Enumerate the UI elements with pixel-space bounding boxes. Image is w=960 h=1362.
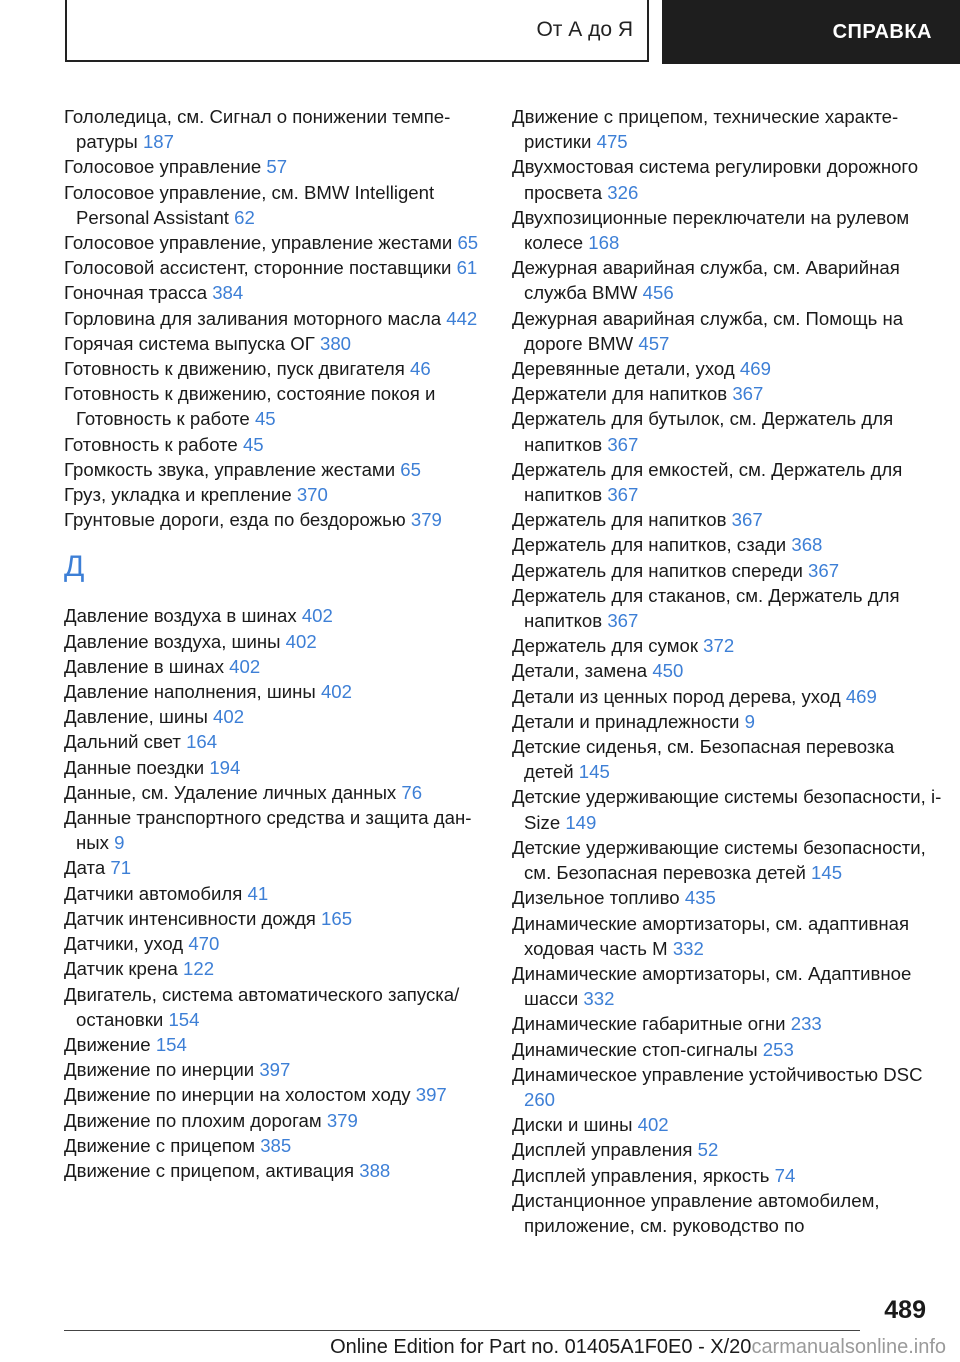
index-entry-text: Динамические габаритные огни — [512, 1013, 786, 1035]
index-entry-text: Двухпозиционные переключатели на рулевом колесе — [512, 206, 910, 254]
index-entry-text: Детали из ценных пород дерева, уход — [512, 685, 841, 707]
index-entry-text: Гоночная трасса — [64, 282, 208, 304]
index-entry-text: Держатель для бутылок, см. Держатель для напитков — [512, 408, 894, 455]
page-link[interactable]: 379 — [410, 509, 442, 531]
page-link[interactable]: 397 — [415, 1084, 447, 1106]
index-entry — [512, 1037, 942, 1062]
page-link[interactable]: 62 — [234, 206, 255, 228]
index-entry — [64, 1133, 484, 1158]
index-entry-text: Диски и шины — [512, 1114, 633, 1136]
index-entry — [512, 381, 942, 406]
index-entry-text: Голосовой ассистент, сторонние поставщики — [64, 257, 452, 279]
index-entry — [512, 154, 942, 204]
page-link[interactable]: 45 — [254, 408, 276, 430]
index-entry-text: Держатель для стаканов, см. Держатель для напитков — [512, 584, 900, 632]
index-entry-text: Готовность к движению, состояние покоя и Готовность к работе — [64, 383, 436, 430]
page-link[interactable]: 367 — [731, 509, 763, 531]
page-link[interactable]: 164 — [186, 731, 218, 753]
index-entry — [512, 911, 942, 961]
page-link[interactable]: 57 — [266, 156, 288, 178]
index-entry — [64, 331, 484, 356]
index-entry — [64, 230, 484, 255]
index-entry — [512, 104, 942, 154]
index-entry-text: Деревянные детали, уход — [512, 358, 735, 380]
index-entry-text: Гололедица, см. Сигнал о понижении температуры — [64, 106, 451, 153]
footer-edition — [0, 1336, 960, 1359]
index-entry — [64, 982, 484, 1032]
page-link[interactable]: 450 — [652, 660, 684, 682]
index-entry-text: Детские сиденья, см. Безопасная перевозка детей — [512, 736, 895, 783]
index-entry — [512, 507, 942, 532]
page-number: 489 — [884, 1296, 926, 1324]
page-link[interactable]: 402 — [213, 706, 245, 728]
index-entry-text: Двигатель, система автоматического запуска/остановки — [64, 983, 460, 1030]
index-entry-text: Датчики, уход — [64, 933, 184, 955]
index-entry — [512, 709, 942, 734]
index-entry-text: Движение с прицепом, технические характеристики — [512, 106, 899, 153]
page-link[interactable]: 260 — [524, 1088, 556, 1110]
index-entry — [64, 881, 484, 906]
tab-a-to-z[interactable] — [65, 0, 649, 62]
index-entry — [64, 603, 484, 628]
page-link[interactable]: 71 — [110, 857, 132, 879]
index-entry — [512, 658, 942, 683]
page-link[interactable]: 332 — [583, 988, 615, 1010]
page-link[interactable]: 46 — [409, 358, 431, 380]
page-link[interactable]: 379 — [326, 1109, 358, 1131]
index-entry-text: Дистанционное управление автомобилем, приложение, см. руководство по — [512, 1189, 880, 1236]
page-link[interactable]: 76 — [401, 781, 423, 803]
index-entry-text: Движение — [64, 1033, 151, 1055]
page-link[interactable]: 145 — [578, 761, 610, 783]
index-entry-text: Горячая система выпуска ОГ — [64, 332, 315, 354]
index-entry-text: Давление воздуха, шины — [64, 630, 281, 652]
index-entry — [64, 855, 484, 880]
index-entry-text: Давление в шинах — [64, 655, 224, 677]
index-entry — [64, 104, 484, 154]
index-entry-text: Детали и принадлежности — [512, 710, 740, 732]
page-link[interactable]: 45 — [242, 433, 264, 455]
page-link[interactable]: 442 — [446, 307, 478, 329]
index-entry — [64, 654, 484, 679]
page-link[interactable]: 456 — [642, 282, 674, 304]
index-entry — [512, 356, 942, 381]
footer-divider — [64, 1330, 860, 1331]
index-entry — [64, 629, 484, 654]
index-entry-text: Динамические амортизаторы, см. Адаптивное шасси — [512, 962, 912, 1010]
index-entry — [512, 784, 942, 834]
page-link[interactable]: 9 — [744, 710, 755, 732]
page-link[interactable]: 168 — [588, 232, 620, 254]
index-entry-text: Держатель для напитков — [512, 509, 727, 531]
tab-reference[interactable] — [662, 0, 960, 64]
index-entry-text: Готовность к движению, пуск двигателя — [64, 358, 405, 380]
page-link[interactable]: 469 — [845, 685, 877, 707]
index-entry — [512, 583, 942, 633]
page-link[interactable]: 367 — [607, 433, 639, 455]
index-entry-text: Детские удерживающие системы безопасности, см. Безопасная перевозка детей — [512, 836, 926, 884]
index-entry-text: Готовность к работе — [64, 433, 238, 455]
index-entry-text: Голосовое управление, управление жестами — [64, 232, 453, 254]
index-entry-text: Динамическое управление устойчивостью DSC — [512, 1063, 923, 1085]
page-link[interactable]: 332 — [672, 937, 704, 959]
index-entry — [64, 381, 484, 431]
index-entry — [64, 704, 484, 729]
index-entry — [64, 1082, 484, 1107]
index-entry — [512, 1011, 942, 1036]
index-entry — [64, 679, 484, 704]
index-entry-text: Детские удерживающие системы безопасности, i-Size — [512, 786, 942, 833]
tab-reference-label: СПРАВКА — [832, 20, 932, 43]
index-entry-text: Давление воздуха в шинах — [64, 605, 297, 627]
index-entry — [64, 1158, 484, 1183]
index-entry-text: Движение по плохим дорогам — [64, 1109, 322, 1131]
index-entry — [64, 457, 484, 482]
index-entry — [64, 906, 484, 931]
page-link[interactable]: 384 — [212, 282, 244, 304]
page-link[interactable]: 326 — [607, 181, 639, 203]
index-entry — [64, 1057, 484, 1082]
index-entry — [512, 532, 942, 557]
index-entry-text: Датчик крена — [64, 958, 178, 980]
index-entry-text: Держатель для сумок — [512, 635, 698, 657]
index-entry-text: Грунтовые дороги, езда по бездорожью — [64, 509, 406, 531]
index-entry — [64, 180, 484, 230]
index-entry — [512, 734, 942, 784]
page-link[interactable]: 367 — [607, 484, 639, 506]
page-link[interactable]: 145 — [811, 862, 843, 884]
index-entry — [512, 684, 942, 709]
index-entry — [512, 633, 942, 658]
index-entry-text: Двухмостовая система регулировки дорожного просвета — [512, 156, 919, 203]
index-entry — [64, 956, 484, 981]
index-entry-text: Держатель для напитков спереди — [512, 559, 803, 581]
index-entry — [64, 255, 484, 280]
page-link[interactable]: 253 — [762, 1038, 794, 1060]
index-entry — [64, 755, 484, 780]
page-link[interactable]: 457 — [638, 332, 670, 354]
page-link[interactable]: 388 — [359, 1159, 391, 1181]
index-entry — [512, 306, 942, 356]
index-entry — [512, 205, 942, 255]
index-group-g — [64, 104, 484, 532]
page-link[interactable]: 435 — [684, 887, 716, 909]
tab-a-to-z-label: От А до Я — [536, 18, 633, 41]
page-link[interactable]: 402 — [301, 605, 333, 627]
index-entry — [512, 558, 942, 583]
page-link[interactable]: 65 — [457, 232, 479, 254]
index-entry — [512, 1188, 942, 1238]
index-entry-text: Данные, см. Удаление личных данных — [64, 781, 397, 803]
page-link[interactable]: 402 — [229, 655, 261, 677]
watermark-text: carmanualsonline.info — [751, 1336, 946, 1358]
page-link[interactable]: 385 — [260, 1134, 292, 1156]
page-link[interactable]: 367 — [808, 559, 840, 581]
index-entry-text: Движение по инерции на холостом ходу — [64, 1084, 411, 1106]
index-entry — [64, 280, 484, 305]
page-link[interactable]: 402 — [320, 681, 352, 703]
index-entry — [64, 356, 484, 381]
index-entry — [64, 931, 484, 956]
index-entry-text: Движение с прицепом, активация — [64, 1159, 355, 1181]
page-link[interactable]: 380 — [320, 332, 352, 354]
index-entry-text: Груз, укладка и крепление — [64, 484, 292, 506]
index-entry — [64, 154, 484, 179]
page-link[interactable]: 65 — [400, 458, 421, 480]
page-link[interactable]: 165 — [321, 907, 353, 929]
index-entry — [512, 1112, 942, 1137]
index-entry-text: Дата — [64, 857, 106, 879]
index-entry — [64, 780, 484, 805]
page-link[interactable]: 367 — [607, 610, 639, 632]
page-link[interactable]: 154 — [168, 1008, 200, 1030]
page-link[interactable]: 372 — [703, 635, 735, 657]
index-entry-text: Давление, шины — [64, 706, 208, 728]
page-header — [0, 0, 960, 66]
index-entry-text: Держатели для напитков — [512, 383, 728, 405]
index-entry — [512, 255, 942, 305]
index-entry — [64, 1032, 484, 1057]
page-link[interactable]: 154 — [155, 1033, 187, 1055]
index-entry — [64, 482, 484, 507]
page-link[interactable]: 74 — [774, 1164, 796, 1186]
page-link[interactable]: 402 — [637, 1114, 669, 1136]
index-entry-text: Дисплей управления, яркость — [512, 1164, 770, 1186]
page-link[interactable]: 402 — [285, 630, 317, 652]
page-link[interactable]: 368 — [791, 534, 823, 556]
index-entry-text: Динамические стоп-сигналы — [512, 1038, 758, 1060]
page-link[interactable]: 397 — [259, 1059, 291, 1081]
page-link[interactable]: 370 — [296, 484, 328, 506]
index-entry — [64, 1108, 484, 1133]
index-entry-text: Держатель для напитков, сзади — [512, 534, 787, 556]
index-entry-text: Детали, замена — [512, 660, 648, 682]
page-link[interactable]: 61 — [456, 257, 478, 279]
page-link[interactable]: 52 — [697, 1139, 719, 1161]
index-entry — [64, 729, 484, 754]
index-entry — [64, 432, 484, 457]
index-entry-text: Динамические амортизаторы, см. адаптивная ходовая часть M — [512, 912, 910, 959]
index-entry-text: Громкость звука, управление жестами — [64, 458, 396, 480]
index-entry-text: Дежурная аварийная служба, см. Помощь на дороге BMW — [512, 307, 904, 354]
page-link[interactable]: 194 — [209, 756, 241, 778]
section-letter: Д — [64, 550, 85, 584]
index-entry-text: Горловина для заливания моторного масла — [64, 307, 442, 329]
page-link[interactable]: 187 — [142, 131, 174, 153]
index-entry-text: Дежурная аварийная служба, см. Аварийная служба BMW — [512, 257, 900, 304]
edition-text: Online Edition for Part no. 01405A1F0E0 - X/20 — [330, 1336, 752, 1358]
page-link[interactable]: 475 — [596, 131, 628, 153]
page-link[interactable]: 41 — [247, 882, 269, 904]
index-group-d — [64, 603, 484, 1183]
index-entry — [64, 507, 484, 532]
index-entry — [512, 1163, 942, 1188]
index-entry — [64, 306, 484, 331]
page-link[interactable]: 469 — [739, 358, 771, 380]
page-link[interactable]: 367 — [732, 383, 764, 405]
page-link[interactable]: 9 — [114, 832, 125, 854]
index-entry — [512, 1137, 942, 1162]
index-entry-text: Дальний свет — [64, 731, 181, 753]
index-entry — [512, 835, 942, 885]
index-entry — [512, 1062, 942, 1112]
index-entry — [64, 805, 484, 855]
index-entry-text: Движение по инерции — [64, 1059, 255, 1081]
index-entry — [512, 961, 942, 1011]
index-entry-text: Держатель для емкостей, см. Держатель для напитков — [512, 458, 903, 506]
index-entry-text: Данные транспортного средства и защита данных — [64, 807, 472, 854]
page-link[interactable]: 233 — [790, 1013, 822, 1035]
index-entry-text: Голосовое управление, см. BMW Intelligent Personal Assistant — [64, 181, 435, 228]
index-entry-text: Движение с прицепом — [64, 1134, 256, 1156]
index-entry-text: Давление наполнения, шины — [64, 681, 316, 703]
index-entry-text: Голосовое управление — [64, 156, 262, 178]
index-entry — [512, 457, 942, 507]
page-link[interactable]: 149 — [565, 811, 597, 833]
index-entry-text: Дисплей управления — [512, 1139, 693, 1161]
index-entry-text: Датчики автомобиля — [64, 882, 243, 904]
index-entry-text: Дизельное топливо — [512, 887, 680, 909]
page-link[interactable]: 470 — [188, 933, 220, 955]
index-entry-text: Датчик интенсивности дождя — [64, 907, 316, 929]
index-group-d-continued — [512, 104, 942, 1238]
index-column-right — [512, 104, 942, 1238]
index-entry — [512, 885, 942, 910]
index-column-left — [64, 104, 484, 1183]
index-entry — [512, 406, 942, 456]
page-link[interactable]: 122 — [183, 958, 215, 980]
index-entry-text: Данные поездки — [64, 756, 205, 778]
